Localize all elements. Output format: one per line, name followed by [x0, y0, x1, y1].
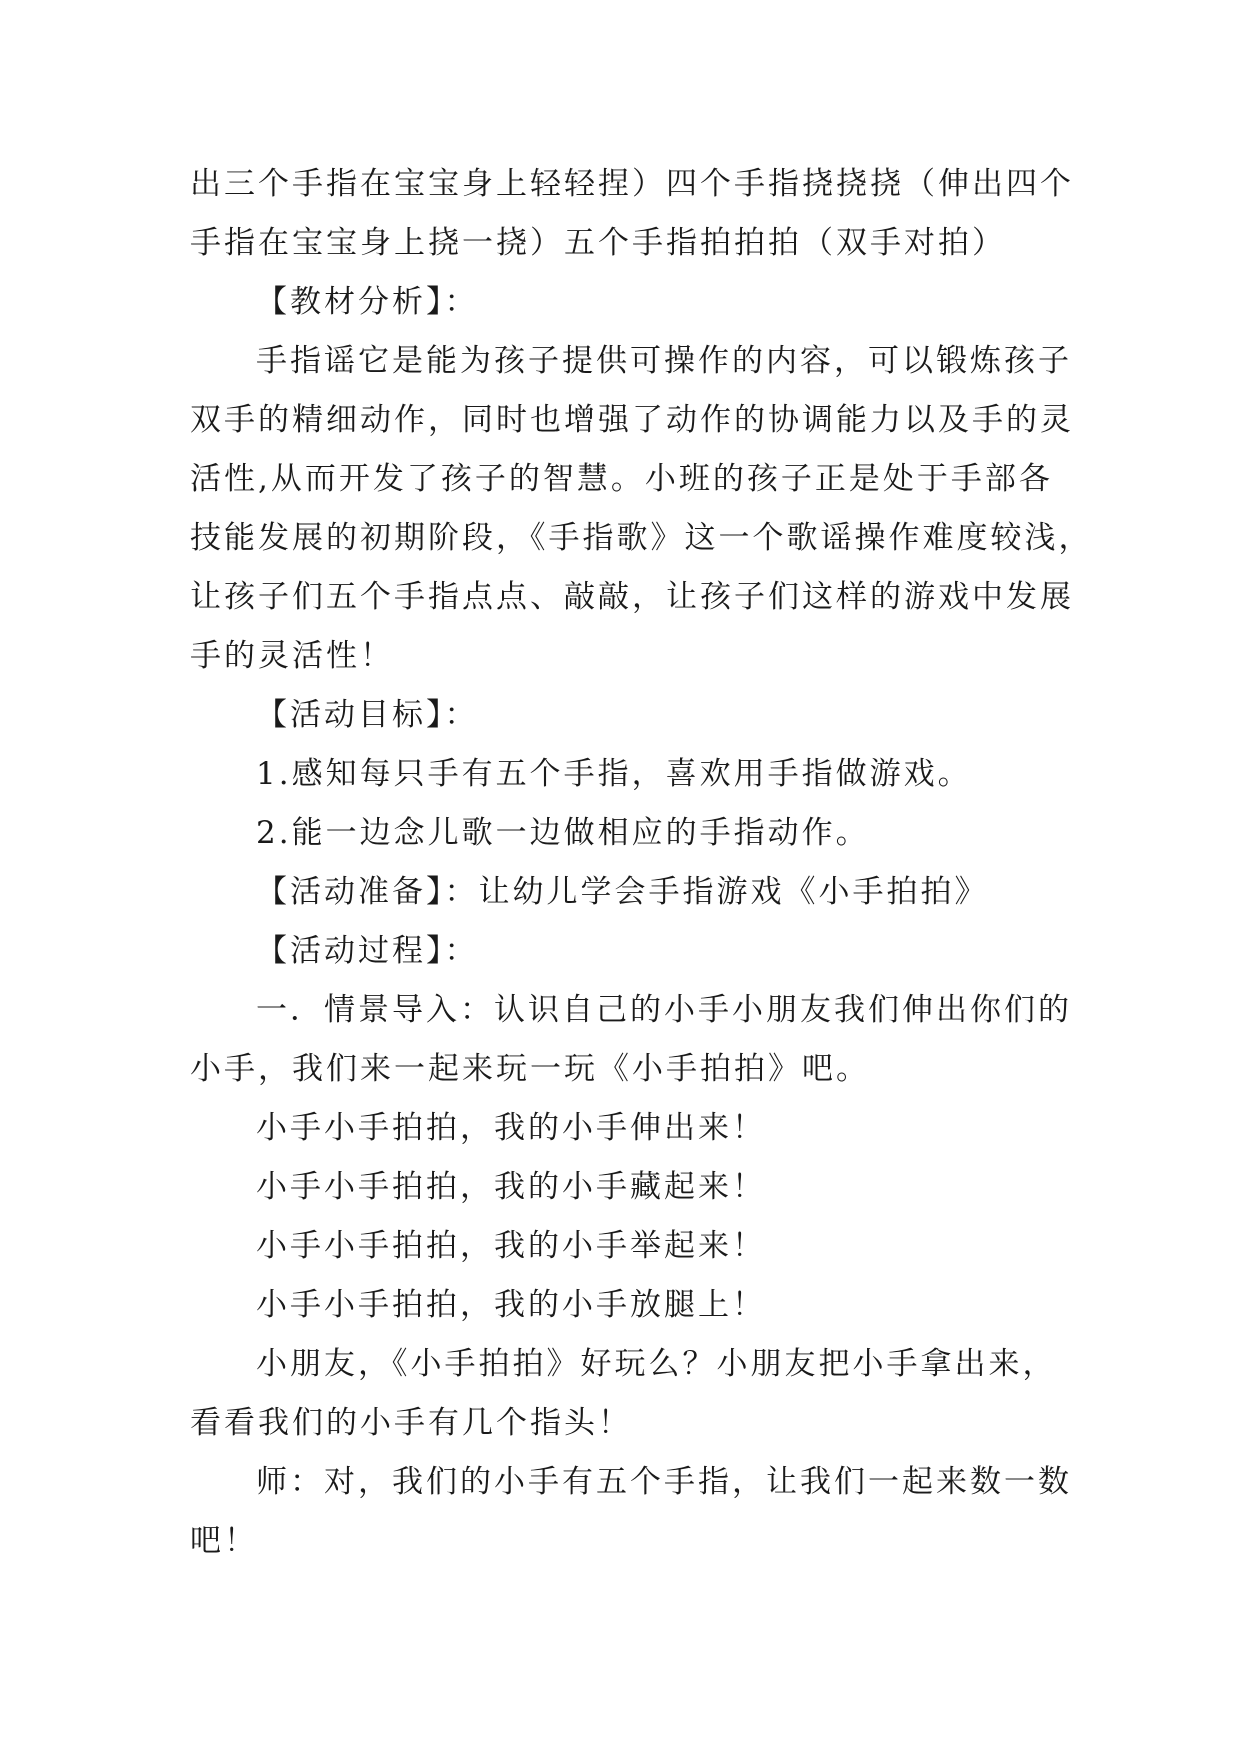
rhyme-line-3 — [190, 1217, 1060, 1276]
heading-activity-preparation — [190, 863, 1060, 922]
text-line: 活性,从而开发了孩子的智慧。小班的孩子正是处于手部各 — [190, 461, 1053, 497]
document-body — [190, 155, 1093, 1571]
text-line: 【教材分析】： — [256, 284, 479, 320]
heading-activity-process — [190, 922, 1060, 981]
heading-material-analysis — [190, 273, 1060, 332]
goal-item-2 — [190, 804, 1060, 863]
text-line: 双手的精细动作，同时也增强了动作的协调能力以及手的灵 — [190, 402, 1074, 438]
paragraph-material-analysis — [190, 332, 1093, 686]
text-line: 让孩子们五个手指点点、敲敲，让孩子们这样的游戏中发展 — [190, 579, 1074, 615]
text-line: 技能发展的初期阶段，《手指歌》这一个歌谣操作难度较浅， — [190, 520, 1093, 556]
text-line: 2.能一边念儿歌一边做相应的手指动作。 — [256, 815, 870, 851]
paragraph-question — [190, 1335, 1060, 1453]
text-line: 看看我们的小手有几个指头！ — [190, 1405, 632, 1441]
paragraph-step-intro — [190, 981, 1072, 1099]
text-line: 小朋友，《小手拍拍》好玩么？小朋友把小手拿出来， — [256, 1346, 1057, 1382]
text-line: 小手小手拍拍，我的小手举起来！ — [256, 1228, 766, 1264]
text-line: 手指在宝宝身上挠一挠）五个手指拍拍拍（双手对拍） — [190, 225, 1006, 261]
text-line: 一．情景导入：认识自己的小手小朋友我们伸出你们的 — [256, 992, 1072, 1028]
text-line: 【活动过程】： — [256, 933, 479, 969]
text-line: 吧！ — [190, 1523, 258, 1559]
text-line: 【活动准备】：让幼儿学会手指游戏《小手拍拍》 — [256, 874, 989, 910]
text-line: 手指谣它是能为孩子提供可操作的内容，可以锻炼孩子 — [256, 343, 1072, 379]
heading-activity-goals — [190, 686, 1060, 745]
text-line: 【活动目标】： — [256, 697, 479, 733]
text-line: 1.感知每只手有五个手指，喜欢用手指做游戏。 — [256, 756, 972, 792]
text-line: 小手小手拍拍，我的小手伸出来！ — [256, 1110, 766, 1146]
text-line: 小手，我们来一起来玩一玩《小手拍拍》吧。 — [190, 1051, 870, 1087]
rhyme-line-4 — [190, 1276, 1060, 1335]
text-line: 出三个手指在宝宝身上轻轻捏）四个手指挠挠挠（伸出四个 — [190, 166, 1074, 202]
text-line: 师：对，我们的小手有五个手指，让我们一起来数一数 — [256, 1464, 1072, 1500]
paragraph-intro-continued — [190, 155, 1074, 273]
rhyme-line-2 — [190, 1158, 1060, 1217]
goal-item-1 — [190, 745, 1060, 804]
paragraph-teacher — [190, 1453, 1072, 1571]
text-line: 手的灵活性！ — [190, 638, 394, 674]
text-line: 小手小手拍拍，我的小手藏起来！ — [256, 1169, 766, 1205]
text-line: 小手小手拍拍，我的小手放腿上！ — [256, 1287, 766, 1323]
rhyme-line-1 — [190, 1099, 1060, 1158]
